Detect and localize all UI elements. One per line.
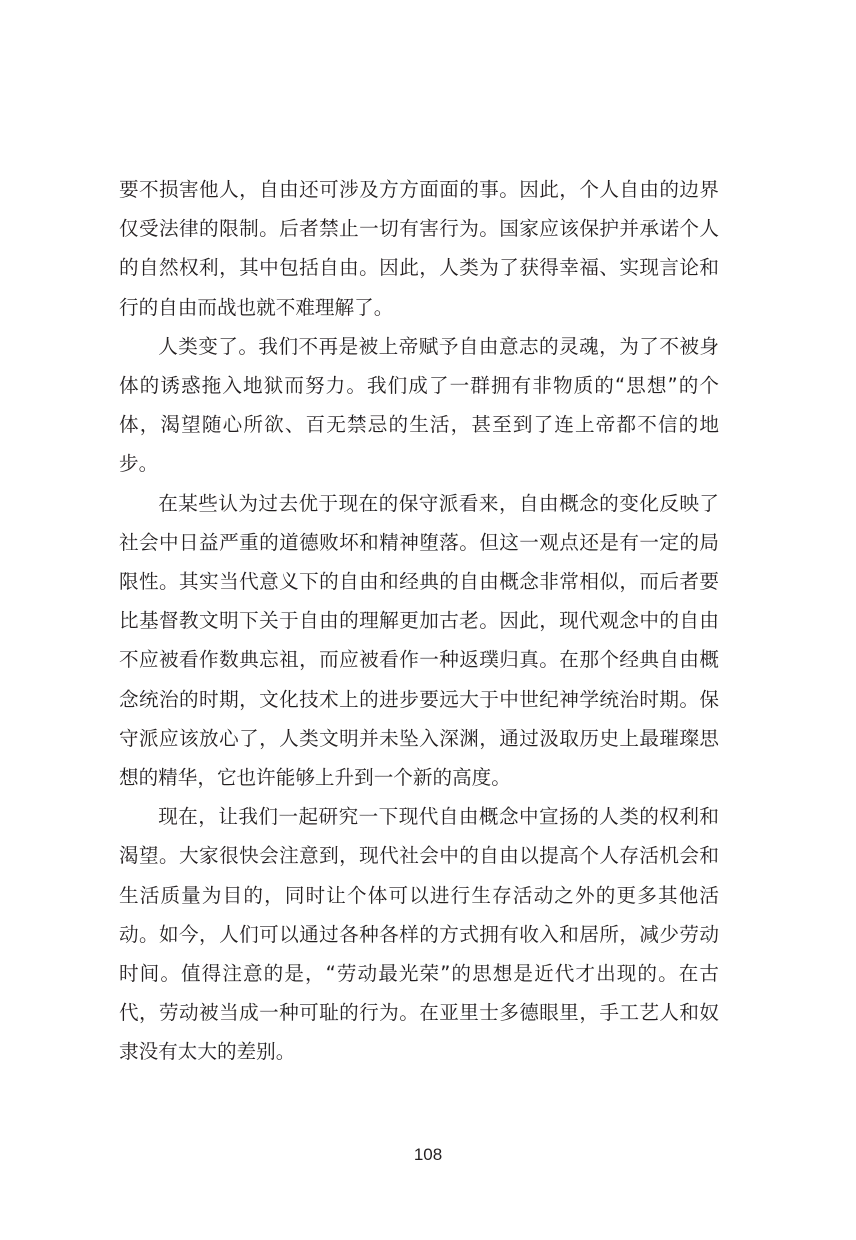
paragraph-4: 现在，让我们一起研究一下现代自由概念中宣扬的人类的权利和渴望。大家很快会注意到，现代社会中的自由以提高个人存活机会和生活质量为目的，同时让个体可以进行生存活动之外的更多其他活动。如今，人们可以通过各种各样的方式拥有收入和居所，减少劳动时间。值得注意的是，“劳动最光荣”的思想是近代才出现的。在古代，劳动被当成一种可耻的行为。在亚里士多德眼里，手工艺人和奴隶没有太大的差别。 [119, 805, 719, 1064]
paragraph-2: 人类变了。我们不再是被上帝赋予自由意志的灵魂，为了不被身体的诱惑拖入地狱而努力。我们成了一群拥有非物质的“思想”的个体，渴望随心所欲、百无禁忌的生活，甚至到了连上帝都不信的地步。 [119, 334, 719, 476]
page-number: 108 [413, 1145, 443, 1164]
paragraph-3: 在某些认为过去优于现在的保守派看来，自由概念的变化反映了社会中日益严重的道德败坏和精神堕落。但这一观点还是有一定的局限性。其实当代意义下的自由和经典的自由概念非常相似，而后者要比基督教文明下关于自由的理解更加古老。因此，现代观念中的自由不应被看作数典忘祖，而应被看作一种返璞归真。在那个经典自由概念统治的时期，文化技术上的进步要远大于中世纪神学统治时期。保守派应该放心了，人类文明并未坠入深渊，通过汲取历史上最璀璨思想的精华，它也许能够上升到一个新的高度。 [119, 491, 719, 790]
paragraph-1: 要不损害他人，自由还可涉及方方面面的事。因此，个人自由的边界仅受法律的限制。后者禁止一切有害行为。国家应该保护并承诺个人的自然权利，其中包括自由。因此，人类为了获得幸福、实现言论和行的自由而战也就不难理解了。 [119, 178, 719, 319]
body-text [119, 170, 719, 1072]
